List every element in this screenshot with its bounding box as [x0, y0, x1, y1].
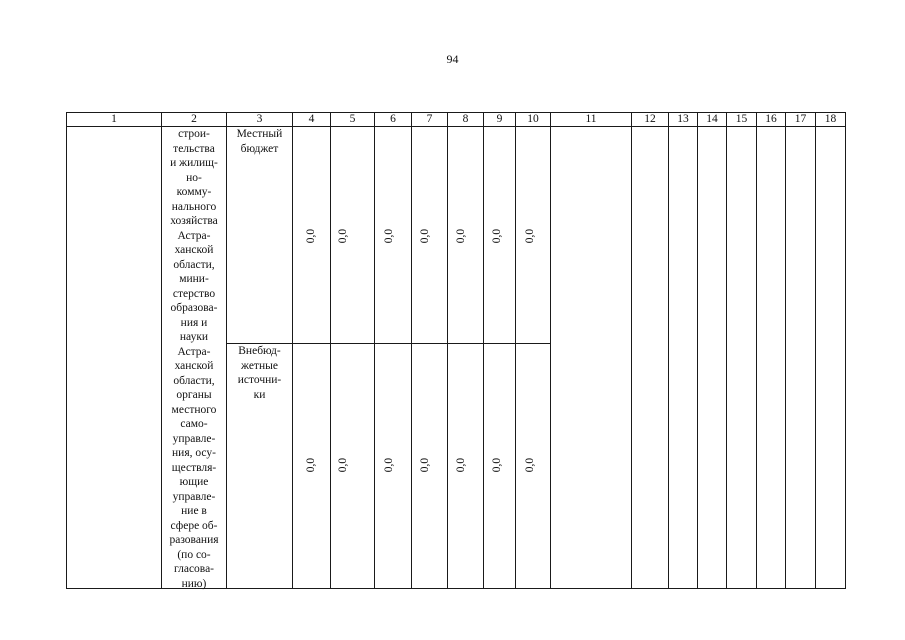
column-header: 7 [426, 113, 433, 125]
col-border [668, 112, 669, 589]
col-border [785, 112, 786, 589]
budget-value: 0,0 [455, 228, 467, 244]
responsible-line: управле- [172, 432, 216, 445]
responsible-line: комму- [176, 186, 212, 198]
responsible-line: (по со- [177, 548, 211, 561]
responsible-line: ханской [174, 360, 214, 372]
responsible-line: нию) [181, 577, 207, 590]
column-header: 12 [644, 113, 656, 125]
column-header: 14 [706, 113, 718, 125]
column-header: 11 [585, 113, 597, 125]
column-header: 3 [256, 113, 263, 125]
funding-source-line: Внебюд- [238, 345, 281, 357]
funding-source-line: ки [253, 388, 266, 401]
column-header: 2 [191, 113, 197, 125]
budget-value: 0,0 [305, 228, 317, 244]
column-header: 6 [390, 113, 396, 125]
responsible-line: мини- [179, 273, 209, 285]
responsible-line: строи- [178, 128, 210, 140]
responsible-line: управле- [172, 490, 216, 503]
responsible-line: науки [179, 331, 209, 343]
responsible-line: ханской [174, 244, 214, 256]
responsible-line: гласова- [173, 563, 215, 575]
funding-source-line: источни- [237, 374, 282, 386]
budget-value: 0,0 [491, 228, 503, 244]
col-border [483, 112, 484, 589]
responsible-line: стерство [172, 287, 216, 300]
responsible-line: образова- [170, 302, 218, 314]
col-border [66, 112, 67, 589]
responsible-line: хозяйства [170, 215, 218, 227]
column-header: 1 [111, 113, 117, 125]
budget-value: 0,0 [455, 457, 467, 473]
funding-source-line: жетные [241, 359, 278, 372]
responsible-line: Астра- [177, 229, 211, 242]
responsible-line: ния, осу- [172, 447, 216, 459]
responsible-line: но- [186, 171, 202, 184]
col-border [631, 112, 632, 589]
responsible-line: ществля- [171, 461, 217, 474]
col-border [292, 112, 293, 589]
col-border [697, 112, 698, 589]
column-header: 13 [677, 113, 689, 125]
budget-value: 0,0 [491, 457, 503, 473]
funding-source-offbudget [227, 344, 292, 402]
responsible-line: и жилищ- [170, 157, 218, 169]
column-header: 5 [349, 113, 356, 125]
column-header: 9 [496, 113, 503, 125]
budget-value: 0,0 [524, 457, 536, 473]
column-header: 15 [735, 113, 748, 125]
responsible-line: органы [176, 389, 212, 401]
funding-source-line: Местный [236, 128, 283, 140]
col-border [330, 112, 331, 589]
column-header: 10 [527, 113, 539, 125]
responsible-line: нального [171, 200, 217, 213]
col-border [515, 112, 516, 589]
responsible-executors-cell [162, 127, 226, 591]
budget-value: 0,0 [337, 228, 349, 244]
column-header: 8 [462, 113, 469, 125]
col-border [411, 112, 412, 589]
budget-value: 0,0 [383, 228, 395, 244]
funding-source-local [227, 127, 292, 156]
column-header: 4 [308, 113, 315, 125]
budget-value: 0,0 [383, 457, 395, 473]
budget-value: 0,0 [337, 457, 349, 473]
responsible-line: местного [171, 403, 217, 416]
responsible-line: ния и [180, 316, 208, 329]
column-header: 18 [824, 113, 837, 125]
funding-source-line: бюджет [240, 142, 279, 155]
col-border [845, 112, 846, 589]
responsible-line: ющие [179, 476, 209, 488]
responsible-line: области, [173, 258, 215, 271]
col-border [447, 112, 448, 589]
col-border [550, 112, 551, 589]
budget-value: 0,0 [524, 228, 536, 244]
responsible-line: сфере об- [170, 519, 218, 532]
column-header: 16 [765, 113, 777, 125]
budget-value: 0,0 [305, 457, 317, 473]
col-border [756, 112, 757, 589]
responsible-line: само- [180, 418, 208, 430]
budget-value: 0,0 [419, 457, 431, 473]
responsible-line: Астра- [177, 345, 211, 358]
responsible-line: области, [173, 374, 215, 387]
col-border [815, 112, 816, 589]
column-header: 17 [794, 113, 807, 125]
responsible-line: ние в [181, 505, 207, 517]
page-number: 94 [446, 52, 459, 66]
col-border [374, 112, 375, 589]
budget-value: 0,0 [419, 228, 431, 244]
col-border [726, 112, 727, 589]
responsible-line: разования [169, 534, 219, 546]
responsible-line: тельства [173, 142, 215, 155]
